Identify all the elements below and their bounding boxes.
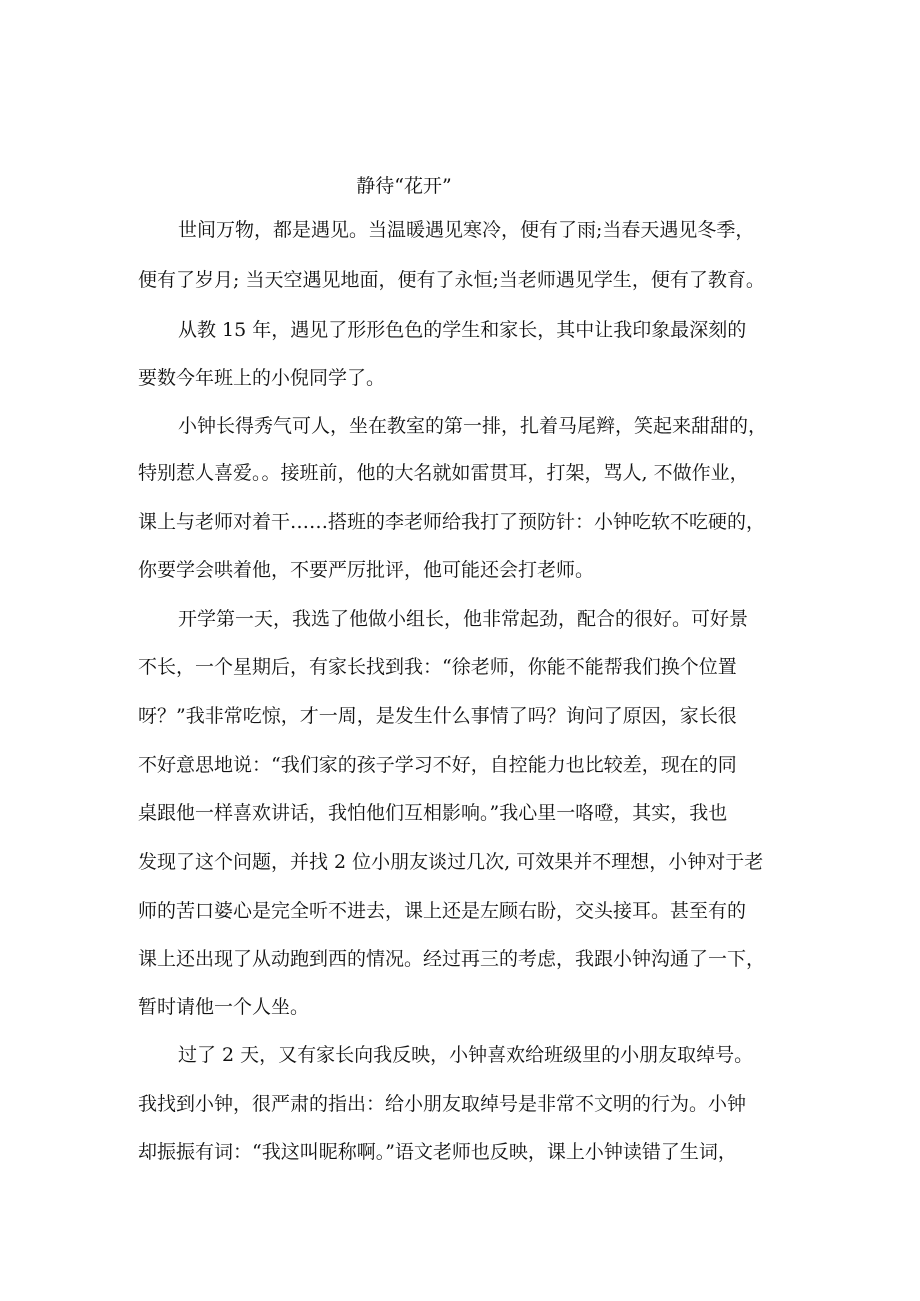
paragraph-1-line-2: 便有了岁月; 当天空遇见地面，便有了永恒;当老师遇见学生，便有了教育。 [138, 269, 765, 291]
paragraph-3-line-3: 课上与老师对着干……搭班的李老师给我打了预防针：小钟吃软不吃硬的， [138, 511, 766, 533]
paragraph-1-line-1: 世间万物，都是遇见。当温暖遇见寒冷，便有了雨;当春天遇见冬季， [178, 219, 755, 241]
paragraph-4-line-4: 不好意思地说：“我们家的孩子学习不好，自控能力也比较差，现在的同 [138, 754, 737, 776]
paragraph-4-line-9: 暂时请他一个人坐。 [138, 996, 310, 1018]
paragraph-3-line-4: 你要学会哄着他，不要严厉批评，他可能还会打老师。 [138, 559, 595, 581]
paragraph-4-line-8: 课上还出现了从动跑到西的情况。经过再三的考虑，我跟小钟沟通了一下， [138, 948, 766, 970]
paragraph-4-line-7: 师的苦口婆心是完全听不进去，课上还是左顾右盼，交头接耳。甚至有的 [138, 900, 747, 922]
document-title: 静待“花开” [356, 175, 452, 197]
paragraph-3-line-1: 小钟长得秀气可人，坐在教室的第一排，扎着马尾辫，笑起来甜甜的， [178, 415, 768, 437]
paragraph-5-line-1: 过了 2 天，又有家长向我反映，小钟喜欢给班级里的小朋友取绰号。 [178, 1044, 754, 1066]
paragraph-5-line-3: 却振振有词：“我这叫昵称啊。”语文老师也反映，课上小钟读错了生词， [138, 1141, 737, 1163]
paragraph-2-line-2: 要数今年班上的小倪同学了。 [138, 367, 386, 389]
paragraph-3-line-2: 特别惹人喜爱。。接班前，他的大名就如雷贯耳，打架，骂人, 不做作业， [138, 462, 749, 484]
paragraph-4-line-5: 桌跟他一样喜欢讲话，我怕他们互相影响。”我心里一咯噔，其实，我也 [138, 802, 728, 824]
paragraph-2-line-1: 从教 15 年，遇见了形形色色的学生和家长，其中让我印象最深刻的 [178, 319, 747, 341]
paragraph-5-line-2: 我找到小钟，很严肃的指出：给小朋友取绰号是非常不文明的行为。小钟 [138, 1093, 747, 1115]
paragraph-4-line-1: 开学第一天，我选了他做小组长，他非常起劲，配合的很好。可好景 [178, 608, 749, 630]
paragraph-4-line-3: 呀？”我非常吃惊，才一周，是发生什么事情了吗？询问了原因，家长很 [138, 705, 737, 727]
paragraph-4-line-6: 发现了这个问题，并找 2 位小朋友谈过几次, 可效果并不理想，小钟对于老 [138, 851, 764, 873]
paragraph-4-line-2: 不长，一个星期后，有家长找到我：“徐老师，你能不能帮我们换个位置 [138, 656, 737, 678]
